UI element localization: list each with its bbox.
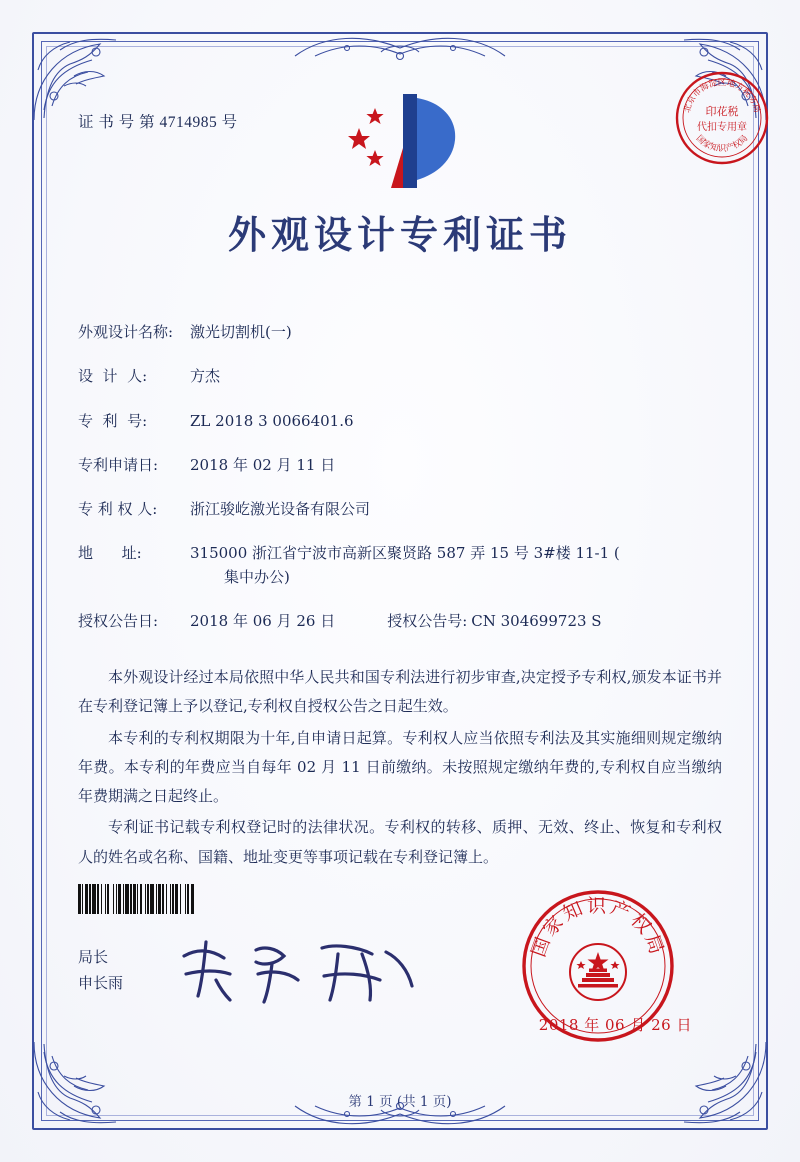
handwritten-signature (172, 930, 432, 1010)
paragraph-3: 专利证书记载专利权登记时的法律状况。专利权的转移、质押、无效、终止、恢复和专利权人的姓名或名称、国籍、地址变更等事项记载在专利登记簿上。 (78, 818, 722, 866)
field-list (78, 321, 722, 633)
field-value: 浙江骏屹激光设备有限公司 (190, 500, 371, 518)
field-label: 专利申请日: (78, 455, 159, 474)
legal-text (78, 663, 722, 872)
address-line-1: 315000 浙江省宁波市高新区聚贤路 587 弄 15 号 3#楼 11-1 ( (190, 544, 620, 563)
paragraph-2: 本专利的专利权期限为十年,自申请日起算。专利权人应当依照专利法及其实施细则规定缴纳年费。本专利的年费应当自每年 02 月 11 日前缴纳。未按照规定缴纳年费的,专利权自应当缴纳年费期满之日起终止。 (78, 728, 722, 805)
announcement-number-label: 授权公告号: (387, 611, 468, 630)
field-label: 地 址: (78, 544, 142, 563)
barcode (78, 884, 284, 914)
svg-text:国家知识产权局: 国家知识产权局 (693, 133, 751, 154)
field-value: 激光切割机(一) (190, 323, 292, 341)
field-label: 设 计 人: (78, 367, 148, 386)
field-label: 外观设计名称: (78, 323, 174, 341)
field-value: 方杰 (190, 367, 221, 386)
page-title: 外观设计专利证书 (227, 212, 572, 257)
seal-date: 2018 年 06 月 26 日 (538, 1016, 692, 1034)
field-address (78, 542, 722, 589)
field-label: 专 利 号: (78, 411, 148, 430)
page-footer: 第 1 页 (共 1 页) (348, 1094, 452, 1110)
field-label: 专 利 权 人: (78, 500, 158, 518)
signature-block (78, 944, 123, 997)
office-label: 局长 (78, 948, 109, 966)
field-announcement (78, 610, 722, 633)
announcement-date-label: 授权公告日: (78, 611, 159, 630)
announcement-date-value: 2018 年 06 月 26 日 (190, 611, 336, 630)
announcement-number-value: CN 304699723 S (471, 611, 602, 630)
svg-text:国家知识产权局: 国家知识产权局 (527, 895, 669, 960)
barcode-bar (194, 884, 195, 914)
field-patentee (78, 498, 722, 521)
svg-text:代扣专用章: 代扣专用章 (697, 122, 747, 133)
certificate-number: 证 书 号 第 4714985 号 (78, 114, 238, 131)
field-designer (78, 365, 722, 388)
office-name: 申长雨 (78, 974, 124, 993)
svg-text:印花税: 印花税 (705, 105, 739, 118)
certificate-content (78, 92, 722, 874)
address-line-2: 集中办公) (224, 567, 290, 586)
field-value: 2018 年 02 月 11 日 (190, 455, 336, 474)
field-value (190, 542, 722, 589)
svg-text:北京市海淀区地方税务局: 北京市海淀区地方税务局 (682, 78, 762, 114)
field-design-name (78, 321, 722, 344)
paragraph-1: 本外观设计经过本局依照中华人民共和国专利法进行初步审查,决定授予专利权,颁发本证书并在专利登记簿上予以登记,专利权自授权公告之日起生效。 (78, 668, 722, 716)
field-value: ZL 2018 3 0066401.6 (190, 411, 354, 430)
field-application-date (78, 454, 722, 477)
field-patent-number (78, 410, 722, 433)
